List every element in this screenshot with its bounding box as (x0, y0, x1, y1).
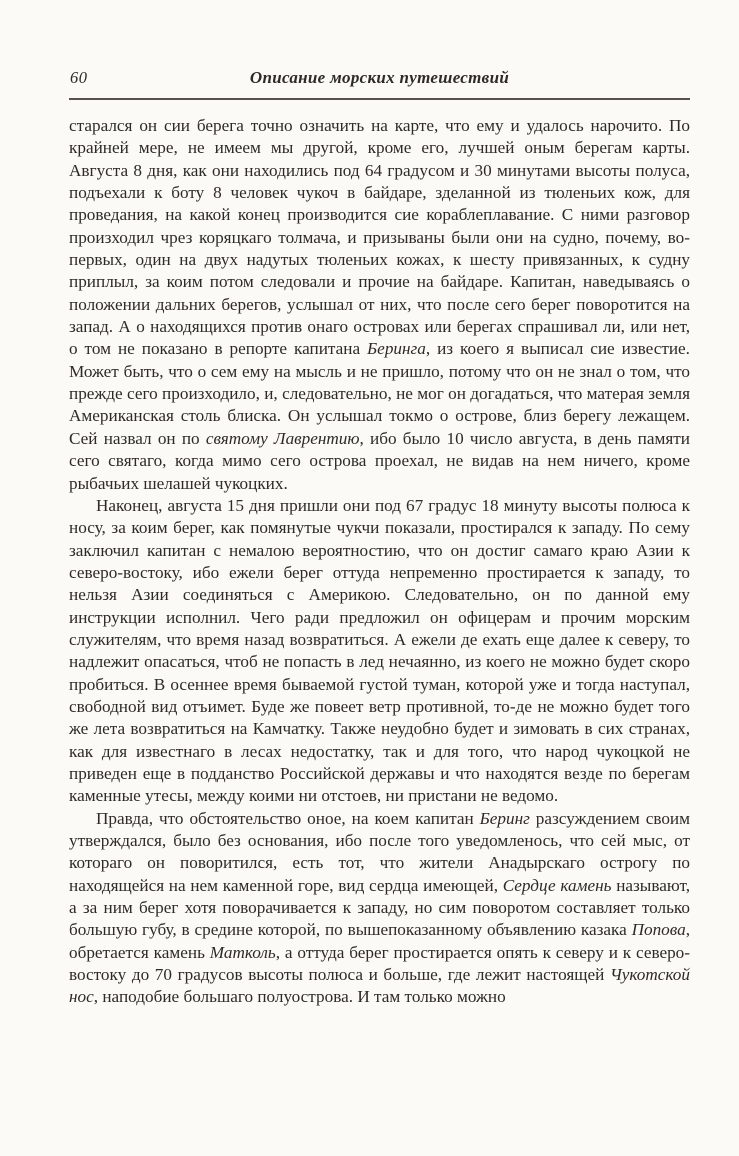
text-run: Наконец, августа 15 дня пришли они под 67 градус 18 минуту высоты полюса к носу, за коим берег, как помянутые чукчи показали, простирался к западу. По сему заключил капитан с немалою вероятностию, что он достиг самаго краю Азии к северо-востоку, ибо ежели берег оттуда непременно простирается к западу, то нельзя Азии соединяться с Америкою. Следовательно, он по данной ему инструкции исполнил. Чего ради предложил он офицерам и прочим морским служителям, что время назад возвратиться. А ежели де ехать еще далее к северу, то надлежит опасаться, чтоб не попасть в лед нечаянно, из коего не можно будет скоро пробиться. В осеннее время бываемой густой туман, которой уже и тогда наступал, свободной вид отъимет. Буде же повеет ветр противной, то-де не можно будет того же лета возвратиться на Камчатку. Также неудобно будет и зимовать в сих странах, как для известнаго в лесах недостатку, так и для того, что народ чукоцкой не приведен еще в подданство Российской державы и что находятся везде по берегам каменные утесы, между коими ни отстоев, ни пристани не ведомо. (69, 495, 690, 806)
italic-text-run: святому Лаврентию (205, 428, 360, 448)
text-run: , обретается камень (69, 920, 690, 962)
text-run: называют, а за ним берег хотя поворачивается к западу, но сим поворотом составляет только большую губу, в средине которой, по вышепоказанному объявлению казака (69, 875, 691, 940)
running-title: Описание морских путешествий (249, 68, 510, 87)
text-run: старался он сии берега точно означить на карте, что ему и удалось нарочито. По крайней мере, не имеем мы другой, кроме его, лучшей оным берегам карты. Августа 8 дня, как они находились под 64 градусом и 30 минутами высоты полуса, подъехали к боту 8 человек чукоч в байдаре, зделанной из тюленьих кож, для проведания, на какой конец производится сие кораблеплавание. С ними разговор произходил чрез коряцкаго толмача, и призываны были они на судно, почему, во-первых, один на двух надутых тюленьих кожах, к шесту привязанных, к судну приплыл, за коим потом следовали и прочие на байдаре. Капитан, наведываясь о положении дальних берегов, услышал от них, что после сего берег поворотится на запад. А о находящихся против онаго островах или берегах спрашивал ли, или нет, о том не показано в репорте капитана (69, 116, 690, 359)
paragraph (69, 115, 690, 495)
body-text (69, 115, 690, 1009)
italic-text-run: Попова (631, 920, 686, 940)
italic-text-run: Чукотской нос (69, 965, 690, 1007)
page-content (69, 56, 690, 1009)
page-number: 60 (70, 68, 88, 87)
italic-text-run: Беринга (367, 339, 426, 359)
paragraph (69, 808, 690, 1009)
text-run: Правда, что обстоятельство оное, на коем капитан (96, 808, 480, 828)
italic-text-run: Матколь (209, 942, 276, 962)
paragraph (69, 495, 690, 808)
text-run: , наподобие большаго полуострова. И там только можно (93, 987, 506, 1007)
text-run: , из коего я выписал сие известие. Может быть, что о сем ему на мысль и не пришло, потому что он не знал о том, что прежде сего произходило, и, следовательно, не мог он догадаться, что матерая земля Американская столь блиска. Он услышал токмо о острове, близ берегу лежащем. Сей назвал он по (69, 339, 690, 448)
text-run: разсуждением своим утверждался, было без основания, ибо после того уведомленось, что сей мыс, от котораго он поворитился, есть тот, что жители Анадырскаго острогу по находящейся на нем каменной горе, вид сердца имеющей, (69, 808, 690, 895)
italic-text-run: Сердце камень (502, 875, 612, 895)
running-header (69, 56, 690, 100)
italic-text-run: Беринг (479, 808, 530, 828)
text-run: , ибо было 10 число августа, в день памяти сего святаго, когда мимо сего острова проехал, не видав на нем ничего, кроме рыбачьих шелашей чукоцких. (69, 428, 690, 493)
text-run: , а оттуда берег простирается опять к северу и к северо-востоку до 70 градусов высоты полюса и больше, где лежит настоящей (69, 942, 691, 985)
